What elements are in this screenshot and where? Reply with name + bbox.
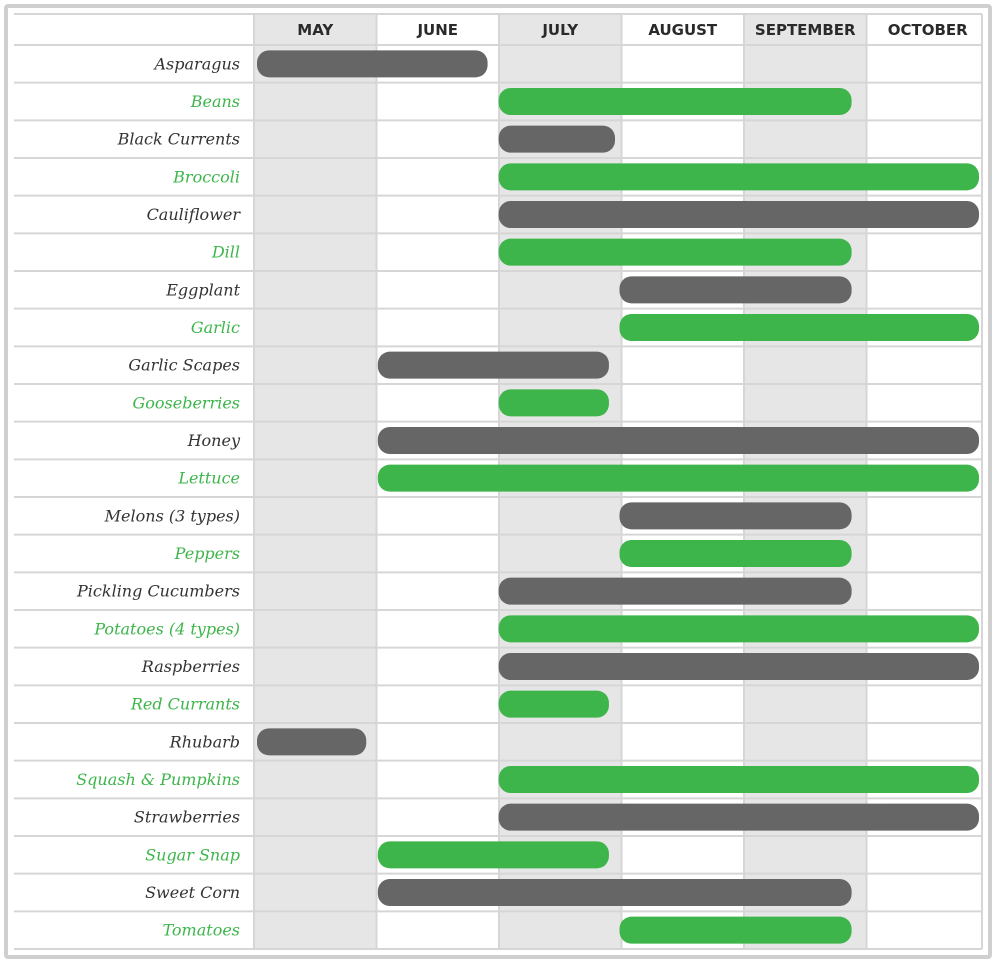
harvest-bar-eggplant xyxy=(620,276,852,303)
crop-label-eggplant: Eggplant xyxy=(166,280,240,300)
month-header-september: SEPTEMBER xyxy=(754,21,856,39)
harvest-bar-dill xyxy=(499,239,852,266)
harvest-bar-beans xyxy=(499,88,852,115)
harvest-bar-sweet-corn xyxy=(378,879,852,906)
crop-label-garlic: Garlic xyxy=(190,318,240,337)
crop-label-sweet-corn: Sweet Corn xyxy=(145,883,240,902)
month-header-june: JUNE xyxy=(417,21,459,39)
crop-label-dill: Dill xyxy=(211,242,240,262)
crop-label-peppers: Peppers xyxy=(174,544,240,563)
harvest-bar-red-currants xyxy=(499,691,609,718)
month-header-july: JULY xyxy=(542,21,579,39)
crop-label-melons-3-types: Melons (3 types) xyxy=(104,506,240,526)
harvest-bar-strawberries xyxy=(499,804,979,831)
month-header-may: MAY xyxy=(297,21,334,39)
harvest-bar-lettuce xyxy=(378,465,979,492)
month-header-october: OCTOBER xyxy=(887,21,968,39)
crop-label-garlic-scapes: Garlic Scapes xyxy=(128,355,240,375)
harvest-bar-rhubarb xyxy=(257,728,366,755)
crop-label-lettuce: Lettuce xyxy=(178,468,240,488)
harvest-bar-garlic xyxy=(620,314,980,341)
harvest-bar-asparagus xyxy=(257,50,488,77)
crop-label-squash-pumpkins: Squash & Pumpkins xyxy=(76,770,240,789)
harvest-bar-tomatoes xyxy=(620,917,852,944)
crop-label-rhubarb: Rhubarb xyxy=(169,732,240,752)
crop-label-potatoes-4-types: Potatoes (4 types) xyxy=(94,619,240,639)
harvest-bar-honey xyxy=(378,427,979,454)
crop-label-raspberries: Raspberries xyxy=(141,657,240,676)
crop-label-cauliflower: Cauliflower xyxy=(146,205,240,224)
crop-label-red-currants: Red Currants xyxy=(130,694,240,714)
crop-label-broccoli: Broccoli xyxy=(173,167,240,187)
crop-label-strawberries: Strawberries xyxy=(133,807,240,827)
month-header-august: AUGUST xyxy=(648,21,718,39)
crop-label-honey: Honey xyxy=(187,431,240,450)
harvest-bar-sugar-snap xyxy=(378,841,609,868)
crop-label-black-currents: Black Currents xyxy=(117,129,240,149)
column-shade-may xyxy=(254,14,377,949)
crop-label-sugar-snap: Sugar Snap xyxy=(145,845,240,865)
harvest-bar-black-currents xyxy=(499,126,615,153)
harvest-bar-squash-pumpkins xyxy=(499,766,979,793)
crop-label-gooseberries: Gooseberries xyxy=(132,393,240,413)
crop-label-beans: Beans xyxy=(190,92,240,111)
harvest-bar-melons-3-types xyxy=(620,502,852,529)
crop-label-pickling-cucumbers: Pickling Cucumbers xyxy=(77,581,240,601)
harvest-bar-potatoes-4-types xyxy=(499,615,979,642)
harvest-bar-raspberries xyxy=(499,653,979,680)
harvest-bar-peppers xyxy=(620,540,852,567)
harvest-bar-garlic-scapes xyxy=(378,352,609,379)
harvest-bar-cauliflower xyxy=(499,201,979,228)
harvest-bar-pickling-cucumbers xyxy=(499,578,852,605)
crop-label-tomatoes: Tomatoes xyxy=(162,920,240,940)
harvest-bar-gooseberries xyxy=(499,389,609,416)
crop-label-asparagus: Asparagus xyxy=(154,54,240,74)
harvest-bar-broccoli xyxy=(499,163,979,190)
